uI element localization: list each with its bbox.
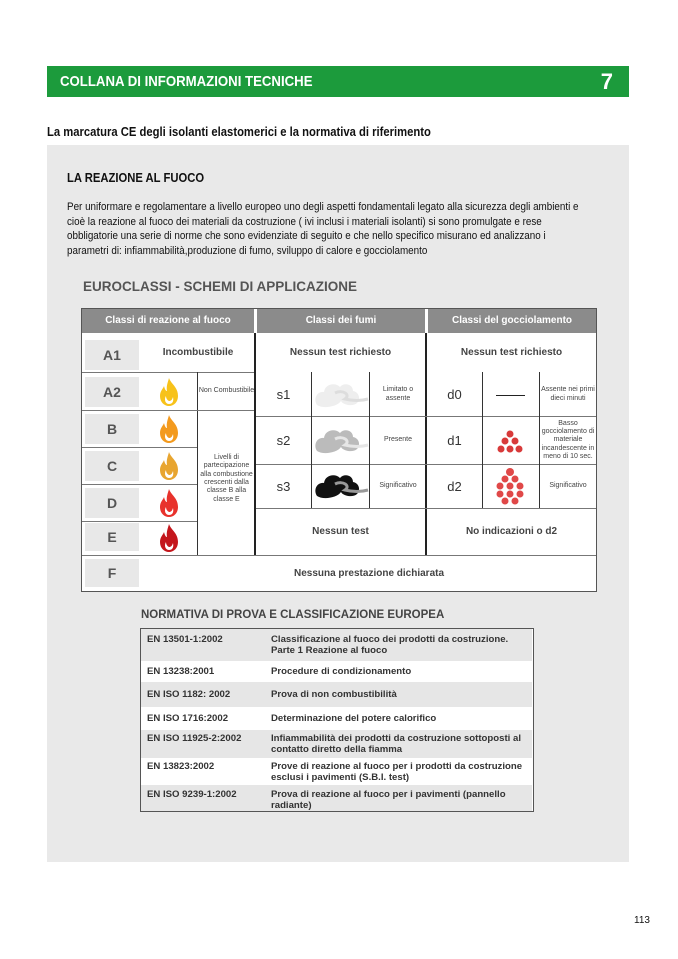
flame-icon-e [156, 523, 182, 553]
smoke-icon-high [313, 470, 369, 502]
drip-code-d1: d1 [447, 432, 462, 448]
table-row [141, 707, 532, 730]
norm-code: EN ISO 11925-2:2002 [147, 733, 242, 744]
chapter-number: 7 [600, 69, 613, 94]
levels-text: Livelli di partecipazione alla combustione crescenti dalla classe B alla classe E [200, 453, 253, 503]
header-drip: Classi del gocciolamento [426, 309, 596, 333]
divider [82, 447, 197, 448]
euroclassi-table [81, 308, 597, 592]
smoke-text-s2: Presente [383, 436, 413, 444]
smoke-code-s3: s3 [276, 478, 291, 494]
norm-desc: Prova di reazione al fuoco per i pavimenti (pannello radiante) [271, 789, 506, 811]
intro-paragraph: Per uniformare e regolamentare a livello europeo uno degli aspetti fondamentali legato alla sicurezza degli ambienti e cioè la reazione al fuoco dei materiali da costruzione ( ivi inclusi i materiali isolanti) si sono promulgate e rese obbligatorie una serie di norme che sono evidenziate di seguito e che nello specifico misurano ed analizzano i parametri di: infiammabilità,produzione di fumo, sviluppo di calore e gocciolamento [67, 201, 579, 257]
class-d: D [85, 488, 139, 518]
subtitle: La marcatura CE degli isolanti elastomerici e la normativa di riferimento [47, 125, 431, 139]
table-row [141, 758, 532, 785]
table-row [141, 629, 532, 661]
norm-code: EN ISO 9239-1:2002 [147, 789, 237, 800]
normativa-title: NORMATIVA DI PROVA E CLASSIFICAZIONE EUROPEA [141, 609, 445, 621]
class-f: F [85, 559, 139, 587]
drip-icon-low [495, 425, 525, 455]
norm-desc: Prove di reazione al fuoco per i prodotti da costruzione esclusi i pavimenti (S.B.I. test) [271, 761, 523, 783]
drip-text-d2: Significativo [549, 482, 587, 490]
smoke-icon-medium [313, 425, 369, 457]
no-drip-dash-icon [496, 395, 525, 396]
divider [82, 410, 197, 411]
header-bar [47, 66, 629, 97]
section-title: LA REAZIONE AL FUOCO [67, 171, 205, 185]
divider [311, 372, 312, 508]
drip-code-d2: d2 [447, 478, 462, 494]
class-e: E [85, 523, 139, 551]
norm-desc: Procedure di condizionamento [271, 666, 412, 677]
norm-desc: Classificazione al fuoco dei prodotti da costruzione. Parte 1 Reazione al fuoco [271, 634, 509, 656]
norm-desc: Determinazione del potere calorifico [271, 713, 437, 724]
f-text: Nessuna prestazione dichiarata [293, 567, 445, 579]
drip-no-test: Nessun test richiesto [460, 346, 563, 358]
flame-icon-a2 [156, 377, 182, 407]
flame-icon-c [156, 451, 182, 481]
flame-icon-d [156, 488, 182, 518]
smoke-text-s3: Significativo [379, 482, 417, 490]
table-row [141, 682, 532, 707]
class-a1: A1 [85, 340, 139, 370]
smoke-code-s1: s1 [276, 386, 291, 402]
norm-code: EN 13501-1:2002 [147, 634, 223, 645]
drip-text-d0: Assente nei primi dieci minuti [541, 386, 595, 402]
class-c: C [85, 451, 139, 481]
flame-icon-b [156, 414, 182, 444]
header-title: COLLANA DI INFORMAZIONI TECNICHE [60, 73, 313, 90]
drip-icon-high [493, 466, 527, 506]
table-row [141, 785, 532, 811]
smoke-no-test: Nessun test richiesto [289, 346, 392, 358]
table-row [141, 730, 532, 758]
divider [82, 484, 197, 485]
drip-text-d1: Basso gocciolamento di materiale incandescente in meno di 10 sec. [541, 419, 595, 461]
divider [482, 372, 483, 508]
smoke-code-s2: s2 [276, 432, 291, 448]
header-reaction: Classi di reazione al fuoco [82, 309, 254, 333]
table-row [141, 661, 532, 682]
page-number: 113 [634, 915, 650, 926]
smoke-icon-low [313, 379, 369, 411]
norm-code: EN 13238:2001 [147, 666, 215, 677]
divider [82, 521, 197, 522]
norm-code: EN ISO 1182: 2002 [147, 689, 231, 700]
norm-code: EN ISO 1716:2002 [147, 713, 229, 724]
header-smoke: Classi dei fumi [255, 309, 425, 333]
normativa-table [140, 628, 534, 812]
class-b: B [85, 414, 139, 444]
drip-code-d0: d0 [447, 386, 462, 402]
smoke-text-s1: Limitato o assente [382, 386, 414, 402]
a1-text: Incombustibile [162, 346, 234, 358]
a2-text: Non Combustibile [198, 387, 255, 395]
euroclassi-title: EUROCLASSI - SCHEMI DI APPLICAZIONE [83, 279, 358, 294]
norm-desc: Prova di non combustibilità [271, 689, 397, 700]
class-a2: A2 [85, 377, 139, 407]
norm-code: EN 13823:2002 [147, 761, 215, 772]
smoke-none: Nessun test [312, 526, 369, 537]
norm-desc: Infiammabilità dei prodotti da costruzione sottoposti al contatto diretto della fiamma [271, 733, 521, 755]
divider [197, 410, 255, 411]
drip-none: No indicazioni o d2 [465, 526, 558, 537]
